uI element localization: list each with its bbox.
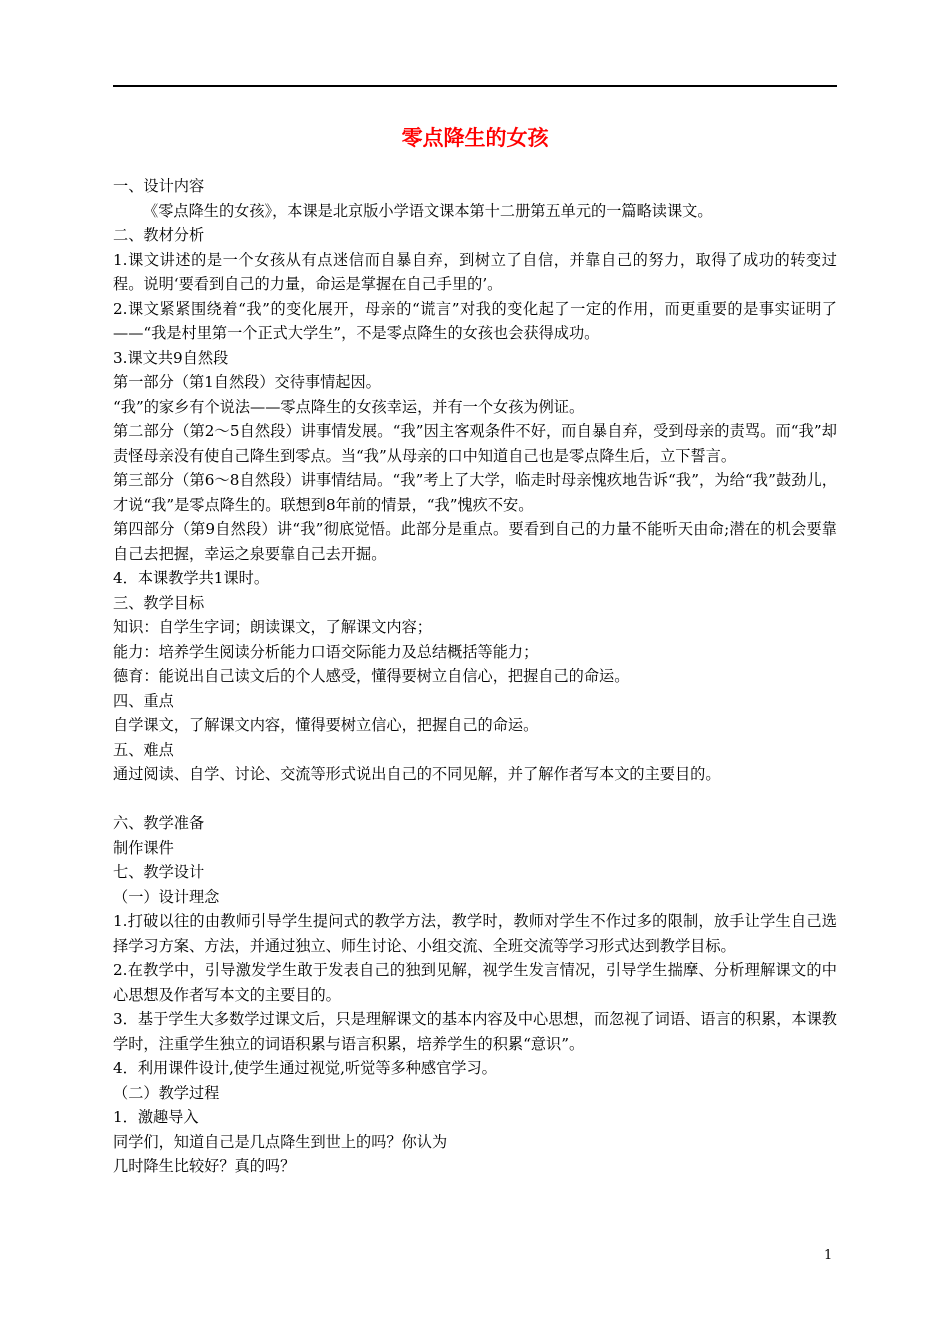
paragraph: 2.课文紧紧围绕着“我”的变化展开，母亲的“谎言”对我的变化起了一定的作用，而更重要的是事实证明了——“我是村里第一个正式大学生”，不是零点降生的女孩也会获得成功。 <box>113 299 837 342</box>
paragraph: 第四部分（第9自然段）讲“我”彻底觉悟。此部分是重点。要看到自己的力量不能听天由命;潜在的机会要靠自己去把握，幸运之泉要靠自己去开掘。 <box>113 520 837 563</box>
section-heading: 四、重点 <box>113 691 174 710</box>
document-title: 零点降生的女孩 <box>401 126 549 150</box>
paragraph: 3.课文共9自然段 <box>113 348 229 367</box>
paragraph: 1．激趣导入 <box>113 1108 199 1126</box>
paragraph: 《零点降生的女孩》，本课是北京版小学语文课本第十二册第五单元的一篇略读课文。 <box>143 201 713 220</box>
paragraph: 自学课文，了解课文内容，懂得要树立信心，把握自己的命运。 <box>113 716 539 734</box>
subsection-heading: （二）教学过程 <box>113 1083 220 1102</box>
paragraph: 制作课件 <box>113 838 174 857</box>
document-body <box>113 174 837 1179</box>
paragraph: 知识：自学生字词；朗读课文，了解课文内容； <box>113 618 432 636</box>
paragraph: 3．基于学生大多数学过课文后，只是理解课文的基本内容及中心思想，而忽视了词语、语言的积累，本课教学时，注重学生独立的词语积累与语言积累，培养学生的积累“意识”。 <box>113 1010 837 1053</box>
section-heading: 一、设计内容 <box>113 177 205 195</box>
section-heading: 七、教学设计 <box>113 863 205 881</box>
page-number: 1 <box>824 1248 833 1263</box>
header-rule <box>113 85 837 87</box>
paragraph: “我”的家乡有个说法——零点降生的女孩幸运，并有一个女孩为例证。 <box>113 397 585 416</box>
paragraph: 1.课文讲述的是一个女孩从有点迷信而自暴自弃，到树立了自信，并靠自己的努力，取得了成功的转变过程。说明‘要看到自己的力量，命运是掌握在自己手里的’。 <box>113 250 837 293</box>
paragraph: 第三部分（第6～8自然段）讲事情结局。“我”考上了大学，临走时母亲愧疚地告诉“我”，为给“我”鼓劲儿，才说“我”是零点降生的。联想到8年前的情景，“我”愧疚不安。 <box>113 471 837 514</box>
paragraph: 第二部分（第2～5自然段）讲事情发展。“我”因主客观条件不好，而自暴自弃，受到母亲的责骂。而“我”却责怪母亲没有使自己降生到零点。当“我”从母亲的口中知道自己也是零点降生后，立下誓言。 <box>113 422 837 465</box>
section-heading: 二、教材分析 <box>113 226 205 244</box>
paragraph: 1.打破以往的由教师引导学生提问式的教学方法，教学时，教师对学生不作过多的限制，放手让学生自己选择学习方案、方法，并通过独立、师生讨论、小组交流、全班交流等学习形式达到教学目标。 <box>113 912 837 955</box>
blank-line <box>113 787 837 812</box>
paragraph: 德育：能说出自己读文后的个人感受，懂得要树立自信心，把握自己的命运。 <box>113 667 630 685</box>
subsection-heading: （一）设计理念 <box>113 887 220 906</box>
section-heading: 六、教学准备 <box>113 814 205 832</box>
paragraph: 4．本课教学共1课时。 <box>113 569 270 587</box>
section-heading: 五、难点 <box>113 740 174 759</box>
paragraph: 4．利用课件设计,使学生通过视觉,听觉等多种感官学习。 <box>113 1059 497 1077</box>
paragraph: 几时降生比较好？真的吗？ <box>113 1157 296 1175</box>
paragraph: 2.在教学中，引导激发学生敢于发表自己的独到见解，视学生发言情况，引导学生揣摩、分析理解课文的中心思想及作者写本文的主要目的。 <box>113 961 837 1004</box>
paragraph: 第一部分（第1自然段）交待事情起因。 <box>113 373 381 391</box>
paragraph: 通过阅读、自学、讨论、交流等形式说出自己的不同见解，并了解作者写本文的主要目的。 <box>113 765 721 783</box>
paragraph: 同学们，知道自己是几点降生到世上的吗？你认为 <box>113 1132 448 1151</box>
section-heading: 三、教学目标 <box>113 593 205 612</box>
paragraph: 能力：培养学生阅读分析能力口语交际能力及总结概括等能力； <box>113 642 539 661</box>
